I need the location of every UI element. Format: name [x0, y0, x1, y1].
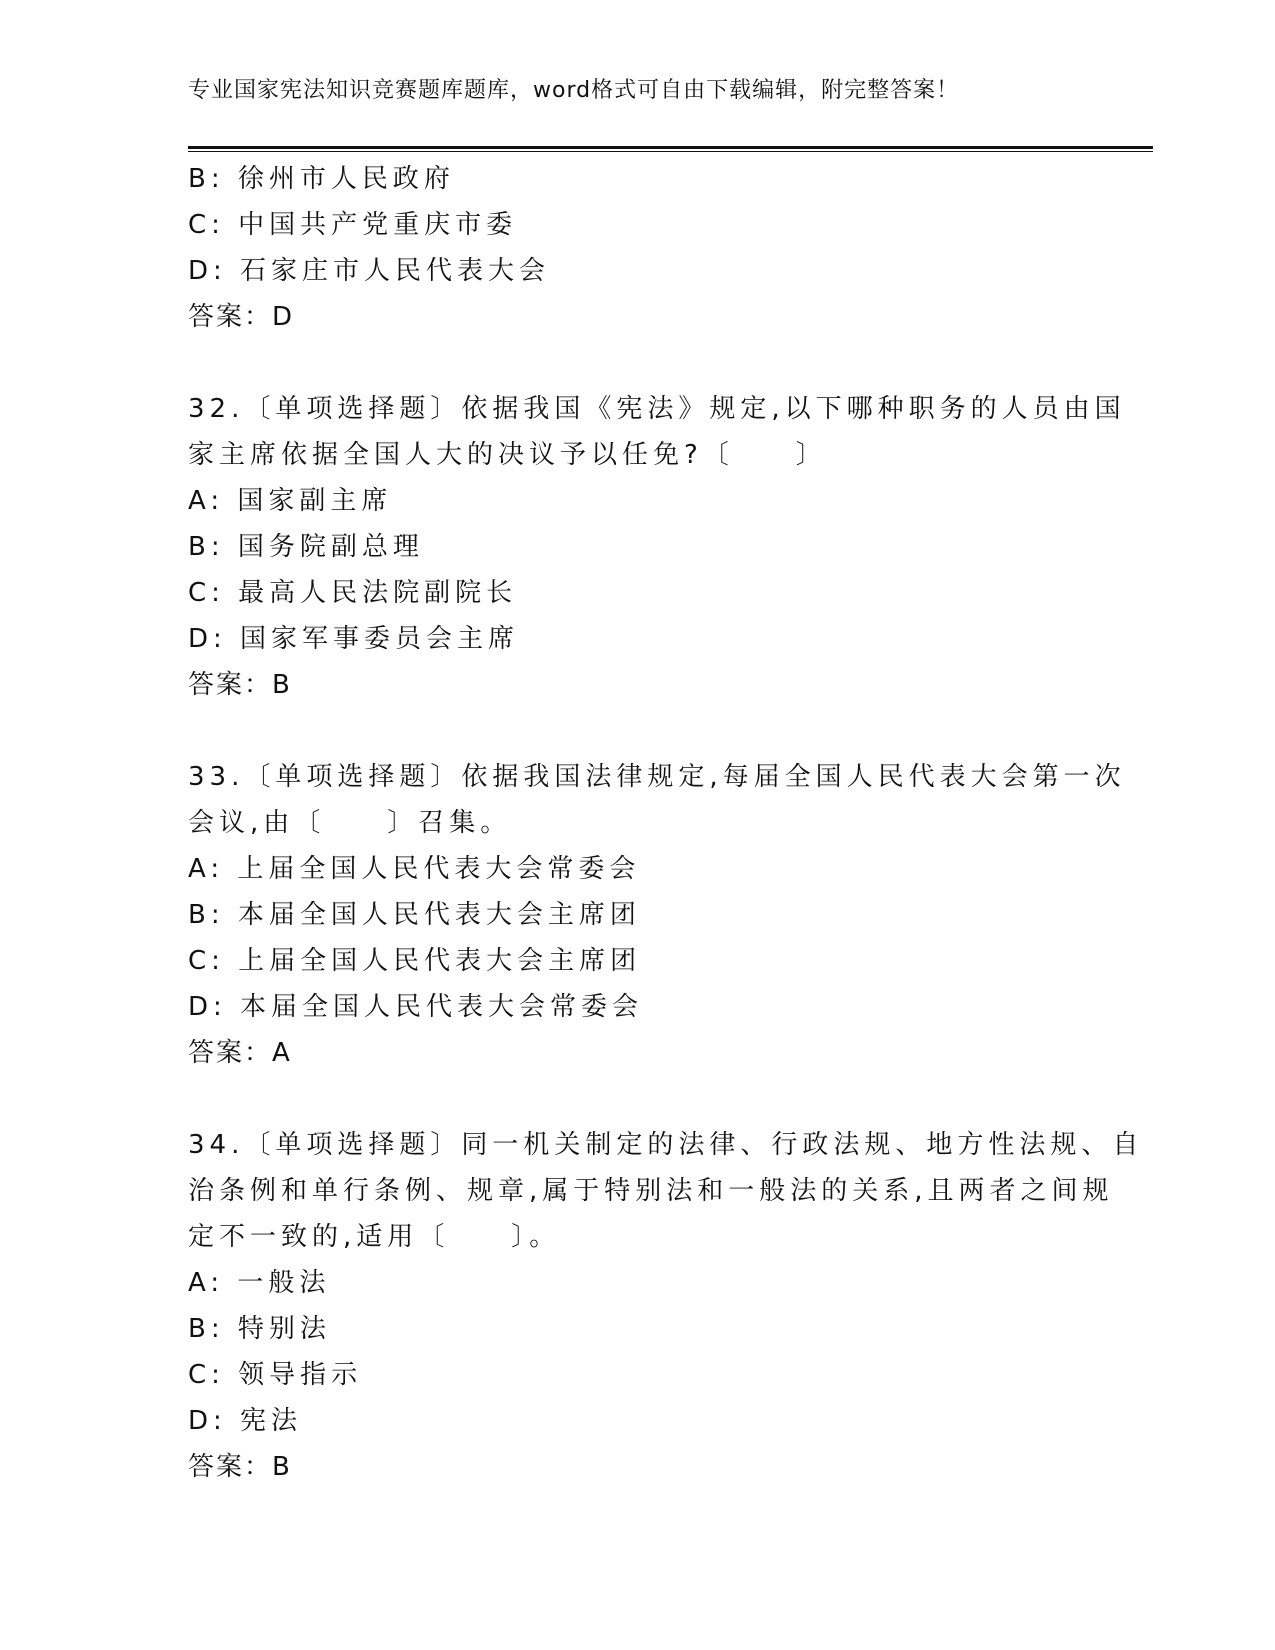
option-c: C: 最高人民法院副院长	[188, 578, 518, 608]
question-text-line: 会议,由〔 〕召集。	[188, 808, 512, 838]
option-a: A: 国家副主席	[188, 486, 393, 516]
option-a: A: 一般法	[188, 1268, 331, 1298]
answer-line: 答案：D	[188, 302, 295, 332]
option-c: C: 领导指示	[188, 1360, 363, 1390]
question-text-line: 33.〔单项选择题〕依据我国法律规定,每届全国人民代表大会第一次	[188, 762, 1126, 792]
question-32	[188, 386, 1126, 708]
page-header: 专业国家宪法知识竞赛题库题库，word格式可自由下载编辑，附完整答案！	[188, 78, 960, 103]
option-b: B: 本届全国人民代表大会主席团	[188, 900, 641, 930]
answer-line: 答案：B	[188, 1452, 292, 1482]
question-34	[188, 1122, 1144, 1490]
header-rule-thin	[188, 151, 1153, 152]
question-text-line: 定不一致的,适用〔 〕。	[188, 1222, 561, 1252]
option-d: D: 石家庄市人民代表大会	[188, 256, 551, 286]
question-text-line: 治条例和单行条例、规章,属于特别法和一般法的关系,且两者之间规	[188, 1176, 1114, 1206]
option-d: D: 宪法	[188, 1406, 303, 1436]
question-text-line: 32.〔单项选择题〕依据我国《宪法》规定,以下哪种职务的人员由国	[188, 394, 1126, 424]
option-b: B: 国务院副总理	[188, 532, 424, 562]
header-rule-thick	[188, 146, 1153, 149]
option-b: B: 徐州市人民政府	[188, 164, 455, 194]
option-c: C: 中国共产党重庆市委	[188, 210, 518, 240]
option-a: A: 上届全国人民代表大会常委会	[188, 854, 641, 884]
answer-line: 答案：B	[188, 670, 292, 700]
option-d: D: 国家军事委员会主席	[188, 624, 520, 654]
question-text-line: 34.〔单项选择题〕同一机关制定的法律、行政法规、地方性法规、自	[188, 1130, 1144, 1160]
answer-line: 答案：A	[188, 1038, 292, 1068]
carryover-question-tail	[188, 156, 1078, 340]
question-33	[188, 754, 1126, 1076]
option-b: B: 特别法	[188, 1314, 331, 1344]
document-body	[188, 156, 1144, 1490]
option-d: D: 本届全国人民代表大会常委会	[188, 992, 644, 1022]
question-text-line: 家主席依据全国人大的决议予以任免?〔 〕	[188, 440, 827, 470]
option-c: C: 上届全国人民代表大会主席团	[188, 946, 642, 976]
